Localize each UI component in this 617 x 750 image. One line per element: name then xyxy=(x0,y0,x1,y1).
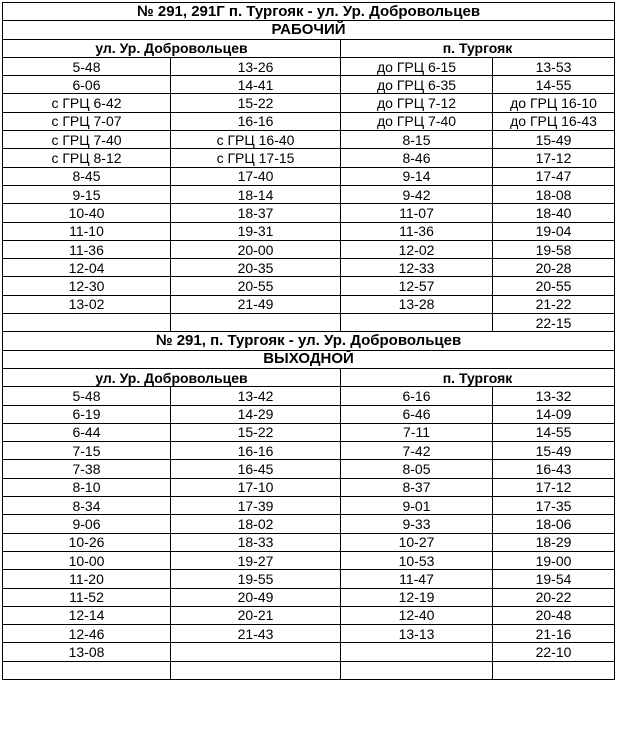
time-cell: 10-00 xyxy=(3,551,171,569)
time-cell: 18-37 xyxy=(171,204,341,222)
table-row xyxy=(3,259,615,277)
time-cell: 19-04 xyxy=(493,222,615,240)
time-cell: 10-27 xyxy=(341,533,493,551)
time-cell: 19-54 xyxy=(493,570,615,588)
time-cell: 20-21 xyxy=(171,606,341,624)
weekday-stop-right-header: п. Тургояк xyxy=(341,39,615,57)
time-cell: 13-08 xyxy=(3,643,171,661)
table-row xyxy=(3,442,615,460)
time-cell: 14-55 xyxy=(493,76,615,94)
time-cell: 7-38 xyxy=(3,460,171,478)
time-cell: 18-29 xyxy=(493,533,615,551)
time-cell: 13-13 xyxy=(341,625,493,643)
time-cell: 19-58 xyxy=(493,240,615,258)
time-cell: 18-14 xyxy=(171,185,341,203)
table-row xyxy=(3,533,615,551)
time-cell: 14-41 xyxy=(171,76,341,94)
table-row xyxy=(3,478,615,496)
time-cell: 13-28 xyxy=(341,295,493,313)
time-cell xyxy=(3,314,171,332)
weekend-stop-right-header: п. Тургояк xyxy=(341,368,615,386)
time-cell: 21-16 xyxy=(493,625,615,643)
time-cell: 8-15 xyxy=(341,131,493,149)
time-cell: с ГРЦ 6-42 xyxy=(3,94,171,112)
time-cell: 6-06 xyxy=(3,76,171,94)
weekend-daytype-row xyxy=(3,350,615,368)
time-cell: 19-31 xyxy=(171,222,341,240)
time-cell: 9-33 xyxy=(341,515,493,533)
time-cell: 11-07 xyxy=(341,204,493,222)
time-cell: 20-48 xyxy=(493,606,615,624)
time-cell: 7-11 xyxy=(341,423,493,441)
weekday-daytype-row xyxy=(3,21,615,39)
time-cell: 17-10 xyxy=(171,478,341,496)
table-row xyxy=(3,295,615,313)
weekday-route-title: № 291, 291Г п. Тургояк - ул. Ур. Добровольцев xyxy=(3,3,615,21)
table-row xyxy=(3,606,615,624)
table-row xyxy=(3,515,615,533)
time-cell: 10-26 xyxy=(3,533,171,551)
time-cell: 12-14 xyxy=(3,606,171,624)
time-cell: 11-36 xyxy=(3,240,171,258)
table-row xyxy=(3,149,615,167)
table-row xyxy=(3,94,615,112)
weekend-stops-row xyxy=(3,368,615,386)
time-cell: 19-55 xyxy=(171,570,341,588)
time-cell: 15-49 xyxy=(493,442,615,460)
time-cell: с ГРЦ 8-12 xyxy=(3,149,171,167)
time-cell xyxy=(341,643,493,661)
time-cell: до ГРЦ 16-10 xyxy=(493,94,615,112)
weekend-day-type: ВЫХОДНОЙ xyxy=(3,350,615,368)
time-cell: 18-06 xyxy=(493,515,615,533)
time-cell: до ГРЦ 7-40 xyxy=(341,112,493,130)
time-cell: 14-09 xyxy=(493,405,615,423)
time-cell: 14-29 xyxy=(171,405,341,423)
time-cell xyxy=(171,643,341,661)
table-row xyxy=(3,185,615,203)
weekday-title-row xyxy=(3,3,615,21)
time-cell: до ГРЦ 16-43 xyxy=(493,112,615,130)
time-cell: до ГРЦ 6-15 xyxy=(341,57,493,75)
time-cell: 13-32 xyxy=(493,387,615,405)
table-row xyxy=(3,204,615,222)
time-cell: 20-28 xyxy=(493,259,615,277)
time-cell: 18-40 xyxy=(493,204,615,222)
time-cell: 10-40 xyxy=(3,204,171,222)
time-cell: 8-05 xyxy=(341,460,493,478)
time-cell: 21-43 xyxy=(171,625,341,643)
time-cell xyxy=(171,314,341,332)
table-row xyxy=(3,643,615,661)
time-cell: 11-10 xyxy=(3,222,171,240)
weekday-stops-row xyxy=(3,39,615,57)
time-cell: 12-46 xyxy=(3,625,171,643)
weekday-stop-left-header: ул. Ур. Добровольцев xyxy=(3,39,341,57)
time-cell: 7-42 xyxy=(341,442,493,460)
time-cell: 15-22 xyxy=(171,94,341,112)
time-cell: 6-16 xyxy=(341,387,493,405)
time-cell: до ГРЦ 7-12 xyxy=(341,94,493,112)
time-cell: 14-55 xyxy=(493,423,615,441)
timetable-sheet xyxy=(2,2,615,680)
table-row xyxy=(3,76,615,94)
time-cell: 13-42 xyxy=(171,387,341,405)
time-cell: 17-12 xyxy=(493,149,615,167)
time-cell: 13-02 xyxy=(3,295,171,313)
weekend-route-title: № 291, п. Тургояк - ул. Ур. Добровольцев xyxy=(3,332,615,350)
time-cell: 8-46 xyxy=(341,149,493,167)
time-cell: до ГРЦ 6-35 xyxy=(341,76,493,94)
time-cell: 9-14 xyxy=(341,167,493,185)
time-cell: 10-53 xyxy=(341,551,493,569)
time-cell: 13-53 xyxy=(493,57,615,75)
time-cell: 22-10 xyxy=(493,643,615,661)
table-row xyxy=(3,497,615,515)
time-cell: 22-15 xyxy=(493,314,615,332)
time-cell: 12-04 xyxy=(3,259,171,277)
weekday-day-type: РАБОЧИЙ xyxy=(3,21,615,39)
time-cell: 7-15 xyxy=(3,442,171,460)
table-row xyxy=(3,551,615,569)
time-cell: 20-22 xyxy=(493,588,615,606)
time-cell: 8-10 xyxy=(3,478,171,496)
time-cell: 6-19 xyxy=(3,405,171,423)
time-cell: 16-16 xyxy=(171,112,341,130)
time-cell: 20-55 xyxy=(493,277,615,295)
time-cell: 18-33 xyxy=(171,533,341,551)
time-cell: 8-37 xyxy=(341,478,493,496)
time-cell: 17-35 xyxy=(493,497,615,515)
table-row xyxy=(3,405,615,423)
time-cell: 17-40 xyxy=(171,167,341,185)
weekend-stop-left-header: ул. Ур. Добровольцев xyxy=(3,368,341,386)
time-cell: 5-48 xyxy=(3,387,171,405)
table-row xyxy=(3,222,615,240)
timetable-body xyxy=(3,3,615,680)
time-cell: 17-12 xyxy=(493,478,615,496)
time-cell: 12-40 xyxy=(341,606,493,624)
table-row xyxy=(3,131,615,149)
time-cell: с ГРЦ 16-40 xyxy=(171,131,341,149)
table-row xyxy=(3,460,615,478)
time-cell: 16-16 xyxy=(171,442,341,460)
time-cell: 11-20 xyxy=(3,570,171,588)
time-cell: 18-02 xyxy=(171,515,341,533)
time-cell: 16-45 xyxy=(171,460,341,478)
time-cell: 12-33 xyxy=(341,259,493,277)
time-cell: 17-47 xyxy=(493,167,615,185)
time-cell xyxy=(493,661,615,679)
time-cell: 18-08 xyxy=(493,185,615,203)
time-cell xyxy=(341,314,493,332)
time-cell: 20-49 xyxy=(171,588,341,606)
table-row xyxy=(3,387,615,405)
time-cell: 9-06 xyxy=(3,515,171,533)
time-cell: 9-15 xyxy=(3,185,171,203)
time-cell: 15-49 xyxy=(493,131,615,149)
time-cell: 11-36 xyxy=(341,222,493,240)
table-row xyxy=(3,167,615,185)
table-row xyxy=(3,423,615,441)
time-cell: с ГРЦ 17-15 xyxy=(171,149,341,167)
time-cell: 9-42 xyxy=(341,185,493,203)
time-cell: 21-22 xyxy=(493,295,615,313)
time-cell: 6-46 xyxy=(341,405,493,423)
time-cell: 17-39 xyxy=(171,497,341,515)
time-cell: 11-52 xyxy=(3,588,171,606)
time-cell: 21-49 xyxy=(171,295,341,313)
table-row xyxy=(3,625,615,643)
time-cell: 8-45 xyxy=(3,167,171,185)
table-row xyxy=(3,277,615,295)
time-cell: 16-43 xyxy=(493,460,615,478)
table-row xyxy=(3,588,615,606)
time-cell: 9-01 xyxy=(341,497,493,515)
time-cell: 12-02 xyxy=(341,240,493,258)
time-cell: 20-35 xyxy=(171,259,341,277)
time-cell xyxy=(3,661,171,679)
time-cell: 8-34 xyxy=(3,497,171,515)
time-cell: 12-30 xyxy=(3,277,171,295)
time-cell: 11-47 xyxy=(341,570,493,588)
table-row xyxy=(3,112,615,130)
table-row xyxy=(3,314,615,332)
table-row xyxy=(3,661,615,679)
table-row xyxy=(3,57,615,75)
time-cell: с ГРЦ 7-40 xyxy=(3,131,171,149)
table-row xyxy=(3,570,615,588)
time-cell: 12-57 xyxy=(341,277,493,295)
time-cell: 19-00 xyxy=(493,551,615,569)
time-cell xyxy=(341,661,493,679)
time-cell: 6-44 xyxy=(3,423,171,441)
time-cell: 20-55 xyxy=(171,277,341,295)
time-cell: 12-19 xyxy=(341,588,493,606)
time-cell: с ГРЦ 7-07 xyxy=(3,112,171,130)
time-cell: 5-48 xyxy=(3,57,171,75)
time-cell xyxy=(171,661,341,679)
time-cell: 13-26 xyxy=(171,57,341,75)
time-cell: 19-27 xyxy=(171,551,341,569)
weekend-title-row xyxy=(3,332,615,350)
time-cell: 15-22 xyxy=(171,423,341,441)
time-cell: 20-00 xyxy=(171,240,341,258)
table-row xyxy=(3,240,615,258)
